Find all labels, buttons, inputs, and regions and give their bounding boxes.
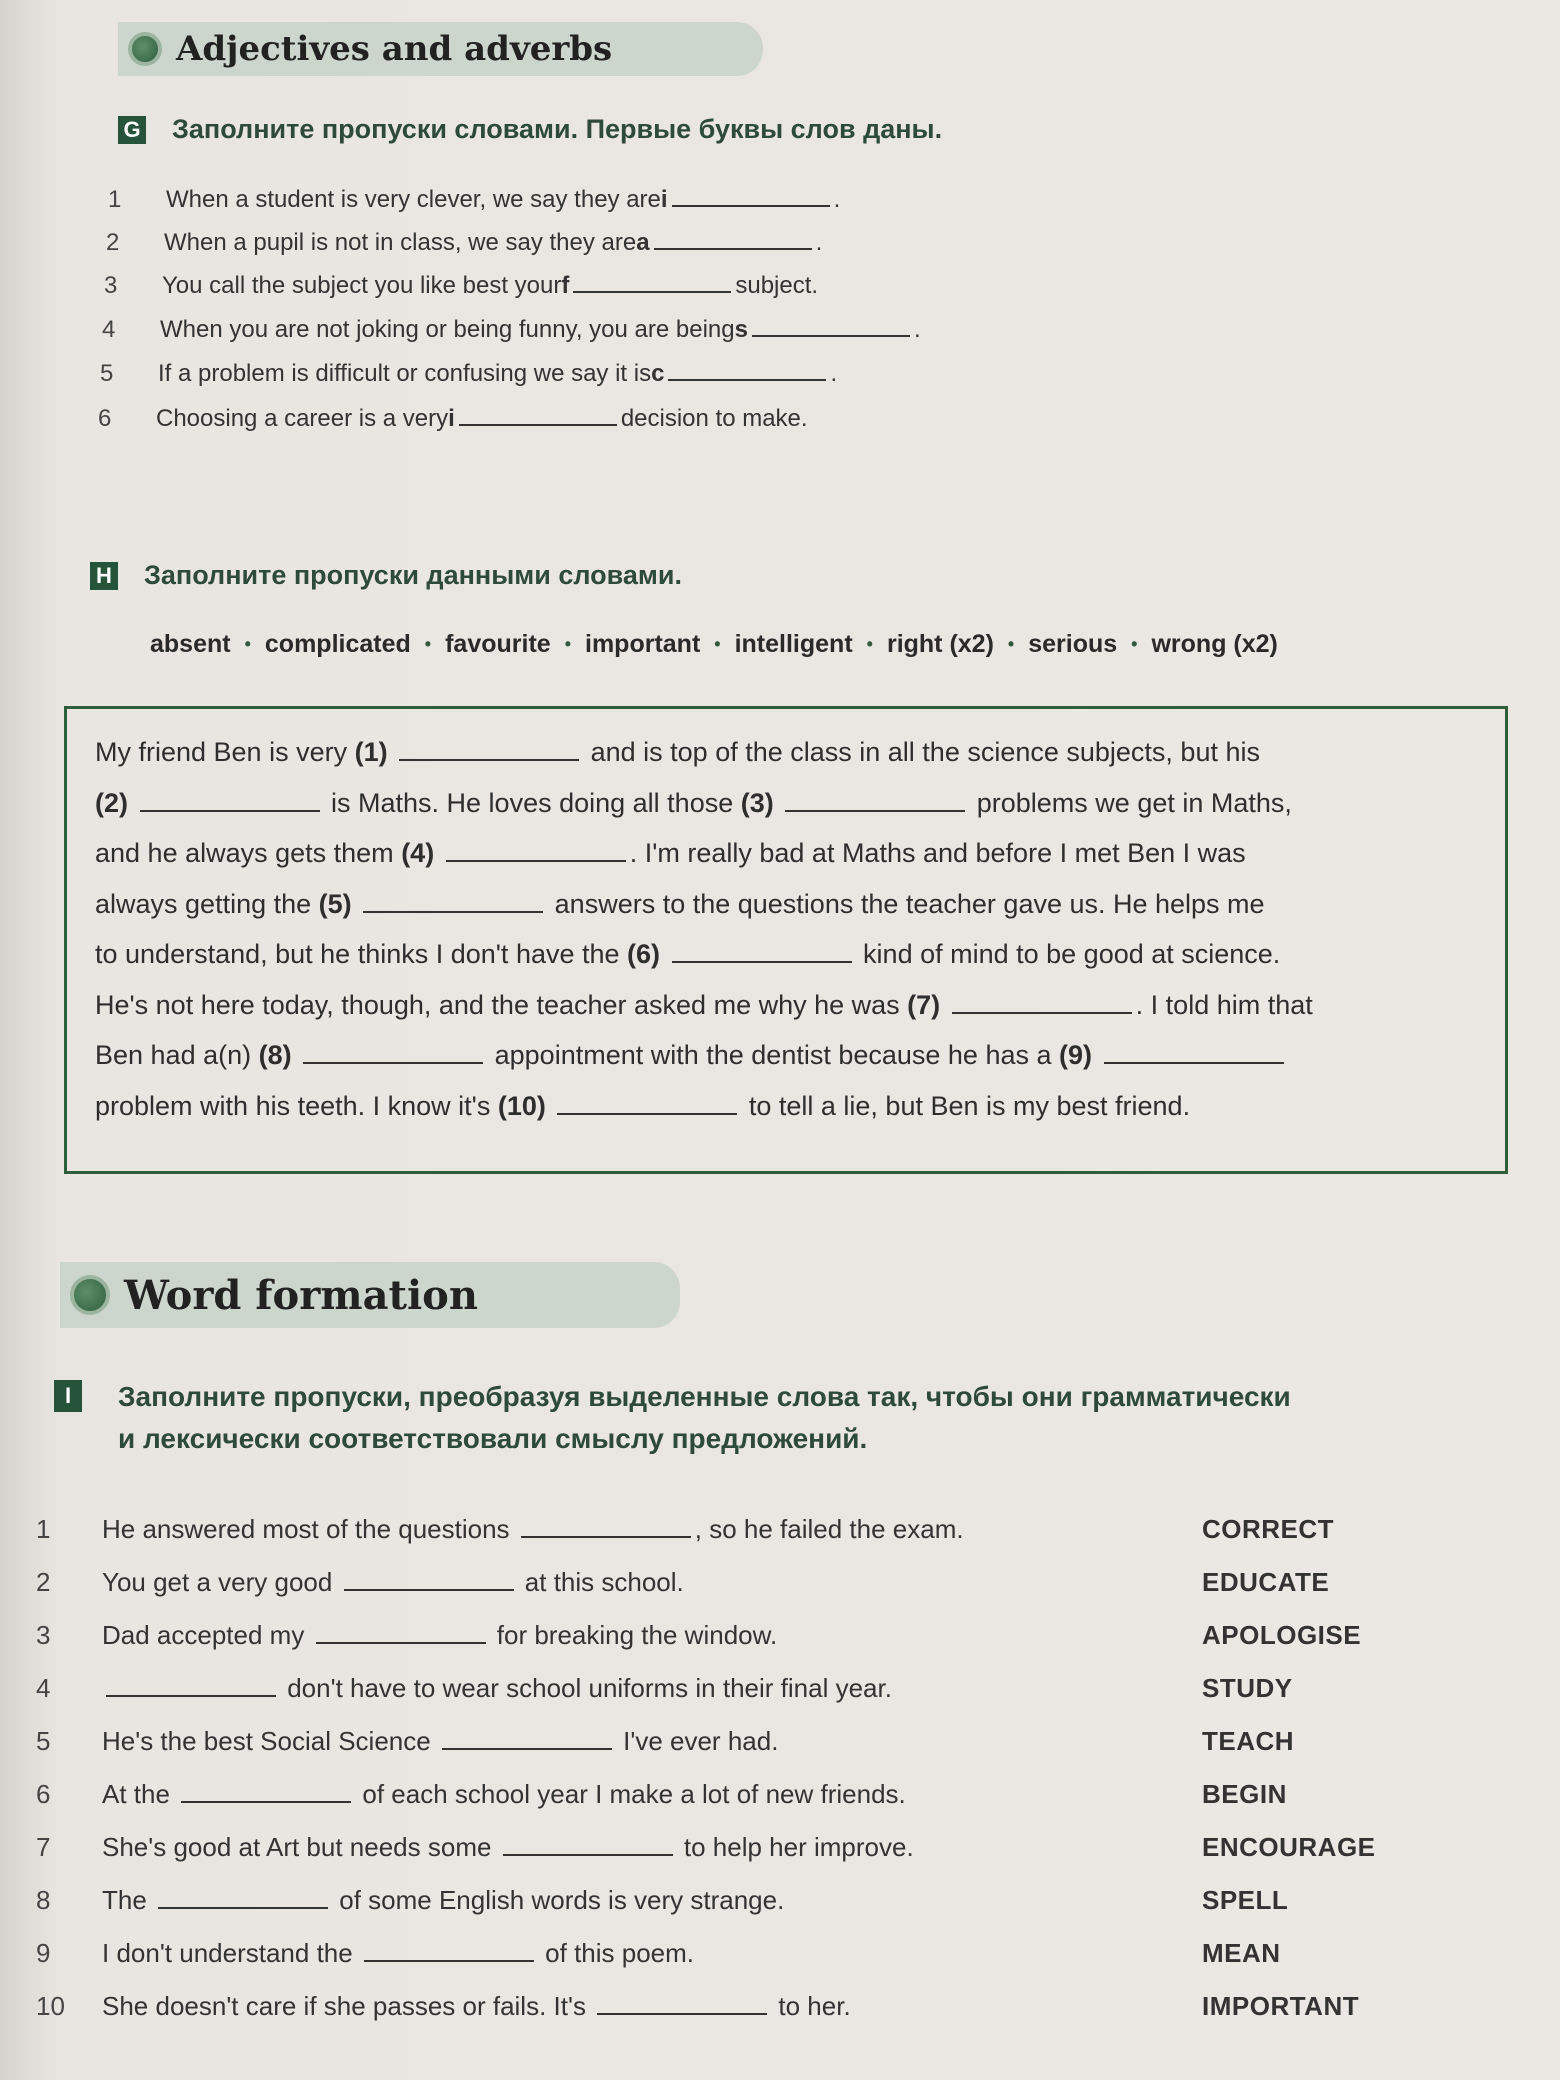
exercise-i-badge: I bbox=[54, 1380, 82, 1412]
word-bank-item: intelligent bbox=[734, 630, 853, 658]
word-bank-item: absent bbox=[150, 630, 231, 658]
keyword: SPELL bbox=[1202, 1885, 1289, 1915]
answer-blank[interactable] bbox=[303, 1061, 483, 1064]
answer-blank[interactable] bbox=[363, 910, 543, 913]
answer-blank[interactable] bbox=[344, 1588, 514, 1591]
word-bank-item: important bbox=[585, 630, 701, 658]
gap-fill-text-box bbox=[64, 706, 1508, 1174]
answer-blank[interactable] bbox=[316, 1641, 486, 1644]
list-item: 10 She doesn't care if she passes or fails. It's to her. IMPORTANT bbox=[36, 1991, 1360, 2021]
word-bank-item: wrong (x2) bbox=[1151, 630, 1278, 658]
exercise-i-instruction-line-1: Заполните пропуски, преобразуя выделенные слова так, чтобы они грамматически bbox=[118, 1381, 1291, 1412]
exercise-g-instruction: Заполните пропуски словами. Первые буквы слов даны. bbox=[172, 114, 943, 144]
answer-blank[interactable] bbox=[158, 1906, 328, 1909]
text-line: and he always gets them (4) . I'm really bad at Maths and before I met Ben I was bbox=[95, 838, 1246, 868]
list-item: 2 You get a very good at this school. EDUCATE bbox=[36, 1567, 1330, 1597]
keyword: CORRECT bbox=[1202, 1514, 1335, 1544]
text-line: Ben had a(n) (8) appointment with the dentist because he has a (9) bbox=[95, 1030, 1477, 1081]
answer-blank[interactable] bbox=[785, 809, 965, 812]
text-line: He's not here today, though, and the teacher asked me why he was (7) . I told him that bbox=[95, 989, 1313, 1020]
bullet-separator: • bbox=[424, 634, 432, 654]
answer-blank[interactable] bbox=[140, 809, 320, 812]
list-item: 3 Dad accepted my for breaking the window. APOLOGISE bbox=[36, 1620, 1362, 1650]
text-line: (2) is Maths. He loves doing all those (3) problems we get in Maths, bbox=[95, 787, 1292, 818]
word-bank bbox=[150, 630, 1278, 659]
keyword: STUDY bbox=[1202, 1673, 1293, 1703]
exercise-g-list bbox=[98, 186, 921, 450]
answer-blank[interactable] bbox=[521, 1535, 691, 1538]
exercise-g-header bbox=[118, 114, 942, 145]
section-title: Word formation bbox=[124, 1271, 478, 1319]
text-line: always getting the (5) answers to the questions the teacher gave us. He helps me bbox=[95, 888, 1265, 919]
list-item: 5 If a problem is difficult or confusing we say it is c . bbox=[100, 360, 838, 387]
text-line: My friend Ben is very (1) and is top of the class in all the science subjects, but his bbox=[95, 737, 1260, 767]
exercise-i-header bbox=[54, 1376, 1291, 1460]
list-item: 5 He's the best Social Science I've ever had. TEACH bbox=[36, 1726, 1295, 1756]
answer-blank[interactable] bbox=[752, 334, 910, 337]
list-item: 8 The of some English words is very strange. SPELL bbox=[36, 1885, 1289, 1915]
exercise-h-header bbox=[90, 560, 682, 591]
bullet-separator: • bbox=[714, 634, 721, 654]
list-item: 3 You call the subject you like best your f subject. bbox=[104, 272, 819, 299]
answer-blank[interactable] bbox=[672, 960, 852, 963]
keyword: TEACH bbox=[1202, 1726, 1295, 1756]
answer-blank[interactable] bbox=[672, 204, 830, 207]
bullet-separator: • bbox=[564, 634, 571, 654]
word-bank-item: complicated bbox=[264, 630, 411, 658]
answer-blank[interactable] bbox=[181, 1800, 351, 1803]
exercise-h-badge: H bbox=[90, 562, 118, 590]
list-item: 9 I don't understand the of this poem. MEAN bbox=[36, 1938, 1281, 1968]
answer-blank[interactable] bbox=[573, 290, 731, 293]
answer-blank[interactable] bbox=[952, 1011, 1132, 1014]
list-item: 2 When a pupil is not in class, we say they are a . bbox=[106, 229, 823, 256]
exercise-i-list bbox=[36, 1514, 1376, 2044]
bullet-separator: • bbox=[866, 634, 873, 654]
answer-blank[interactable] bbox=[106, 1694, 276, 1697]
exercise-h-instruction: Заполните пропуски данными словами. bbox=[144, 560, 682, 590]
keyword: IMPORTANT bbox=[1202, 1991, 1360, 2021]
exercise-g-badge: G bbox=[118, 116, 146, 144]
list-item: 7 She's good at Art but needs some to help her improve. ENCOURAGE bbox=[36, 1832, 1376, 1862]
text-line: problem with his teeth. I know it's (10) to tell a lie, but Ben is my best friend. bbox=[95, 1090, 1191, 1121]
bullet-separator: • bbox=[1131, 634, 1138, 654]
list-item: 4 When you are not joking or being funny, you are being s . bbox=[102, 316, 921, 343]
keyword: MEAN bbox=[1202, 1938, 1281, 1968]
keyword: BEGIN bbox=[1202, 1779, 1287, 1809]
answer-blank[interactable] bbox=[446, 859, 626, 862]
section-title: Adjectives and adverbs bbox=[176, 29, 613, 69]
answer-blank[interactable] bbox=[654, 247, 812, 250]
answer-blank[interactable] bbox=[597, 2012, 767, 2015]
exercise-i-instruction-line-2: и лексически соответствовали смыслу предложений. bbox=[118, 1423, 868, 1454]
answer-blank[interactable] bbox=[1104, 1061, 1284, 1064]
word-bank-item: serious bbox=[1028, 630, 1118, 658]
list-item: 6 Choosing a career is a very i decision to make. bbox=[98, 405, 808, 432]
answer-blank[interactable] bbox=[399, 758, 579, 761]
section-bullet-icon bbox=[70, 1275, 110, 1315]
word-bank-item: right (x2) bbox=[886, 630, 994, 658]
answer-blank[interactable] bbox=[668, 378, 826, 381]
section-header-word-formation bbox=[60, 1262, 680, 1328]
keyword: APOLOGISE bbox=[1202, 1620, 1362, 1650]
answer-blank[interactable] bbox=[442, 1747, 612, 1750]
section-header-adjectives bbox=[118, 22, 763, 76]
answer-blank[interactable] bbox=[459, 423, 617, 426]
text-line: to understand, but he thinks I don't have the (6) kind of mind to be good at science. bbox=[95, 939, 1281, 969]
bullet-separator: • bbox=[1007, 634, 1015, 654]
list-item: 1 He answered most of the questions , so he failed the exam. CORRECT bbox=[36, 1514, 1335, 1544]
answer-blank[interactable] bbox=[557, 1112, 737, 1115]
keyword: EDUCATE bbox=[1202, 1567, 1330, 1597]
answer-blank[interactable] bbox=[503, 1853, 673, 1856]
word-bank-item: favourite bbox=[445, 630, 551, 658]
answer-blank[interactable] bbox=[364, 1959, 534, 1962]
list-item: 6 At the of each school year I make a lot of new friends. BEGIN bbox=[36, 1779, 1287, 1809]
list-item: 1 When a student is very clever, we say they are i . bbox=[108, 186, 841, 213]
section-bullet-icon bbox=[128, 32, 162, 66]
list-item: 4 don't have to wear school uniforms in their final year. STUDY bbox=[36, 1673, 1293, 1703]
bullet-separator: • bbox=[244, 634, 251, 654]
keyword: ENCOURAGE bbox=[1202, 1832, 1376, 1862]
